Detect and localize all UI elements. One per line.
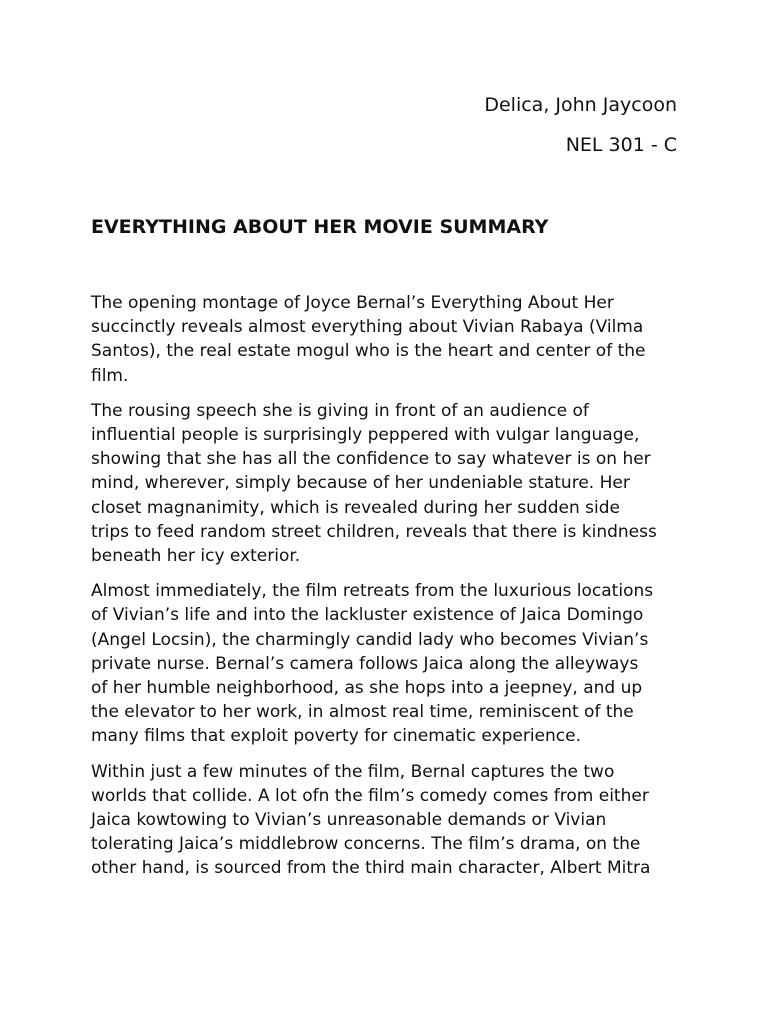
paragraph-1 [91, 291, 691, 388]
text-line: Almost immediately, the film retreats from the luxurious locations [91, 581, 654, 602]
text-line: The opening montage of Joyce Bernal’s Everything About Her [91, 293, 614, 313]
text-line: closet magnanimity, which is revealed during her sudden side [91, 497, 620, 518]
text-line: private nurse. Bernal’s camera follows Jaica along the alleyways [91, 653, 639, 674]
text-line: Jaica kowtowing to Vivian’s unreasonable demands or Vivian [91, 810, 607, 831]
text-line: many films that exploit poverty for cinematic experience. [91, 726, 581, 747]
text-line: beneath her icy exterior. [91, 546, 301, 567]
author-name: Delica, John Jaycoon [484, 94, 677, 116]
text-line: of Vivian’s life and into the lackluster existence of Jaica Domingo [91, 605, 644, 626]
document-body [91, 291, 691, 892]
text-line: influential people is surprisingly peppered with vulgar language, [91, 425, 640, 446]
text-line: tolerating Jaica’s middlebrow concerns. The film’s drama, on the [91, 834, 641, 855]
paragraph-3 [91, 579, 691, 748]
course-code: NEL 301 - C [565, 134, 677, 156]
text-line: The rousing speech she is giving in front of an audience of [91, 400, 589, 421]
text-line: mind, wherever, simply because of her undeniable stature. Her [91, 473, 630, 494]
text-line: the elevator to her work, in almost real time, reminiscent of the [91, 702, 634, 723]
text-line: Within just a few minutes of the film, Bernal captures the two [91, 761, 615, 782]
text-line: showing that she has all the confidence to say whatever is on her [91, 449, 651, 470]
paragraph-2 [91, 399, 691, 568]
text-line: Santos), the real estate mogul who is the heart and center of the [91, 341, 646, 362]
text-line: (Angel Locsin), the charmingly candid lady who becomes Vivian’s [91, 629, 649, 650]
document-title: EVERYTHING ABOUT HER MOVIE SUMMARY [91, 216, 549, 238]
text-line: film. [91, 365, 129, 386]
text-line: trips to feed random street children, reveals that there is kindness [91, 521, 657, 542]
text-line: worlds that collide. A lot ofn the film’s comedy comes from either [91, 785, 649, 806]
text-line: other hand, is sourced from the third main character, Albert Mitra [91, 858, 651, 879]
paragraph-4 [91, 760, 691, 881]
text-line: of her humble neighborhood, as she hops into a jeepney, and up [91, 678, 643, 699]
text-line: succinctly reveals almost everything about Vivian Rabaya (Vilma [91, 317, 644, 338]
